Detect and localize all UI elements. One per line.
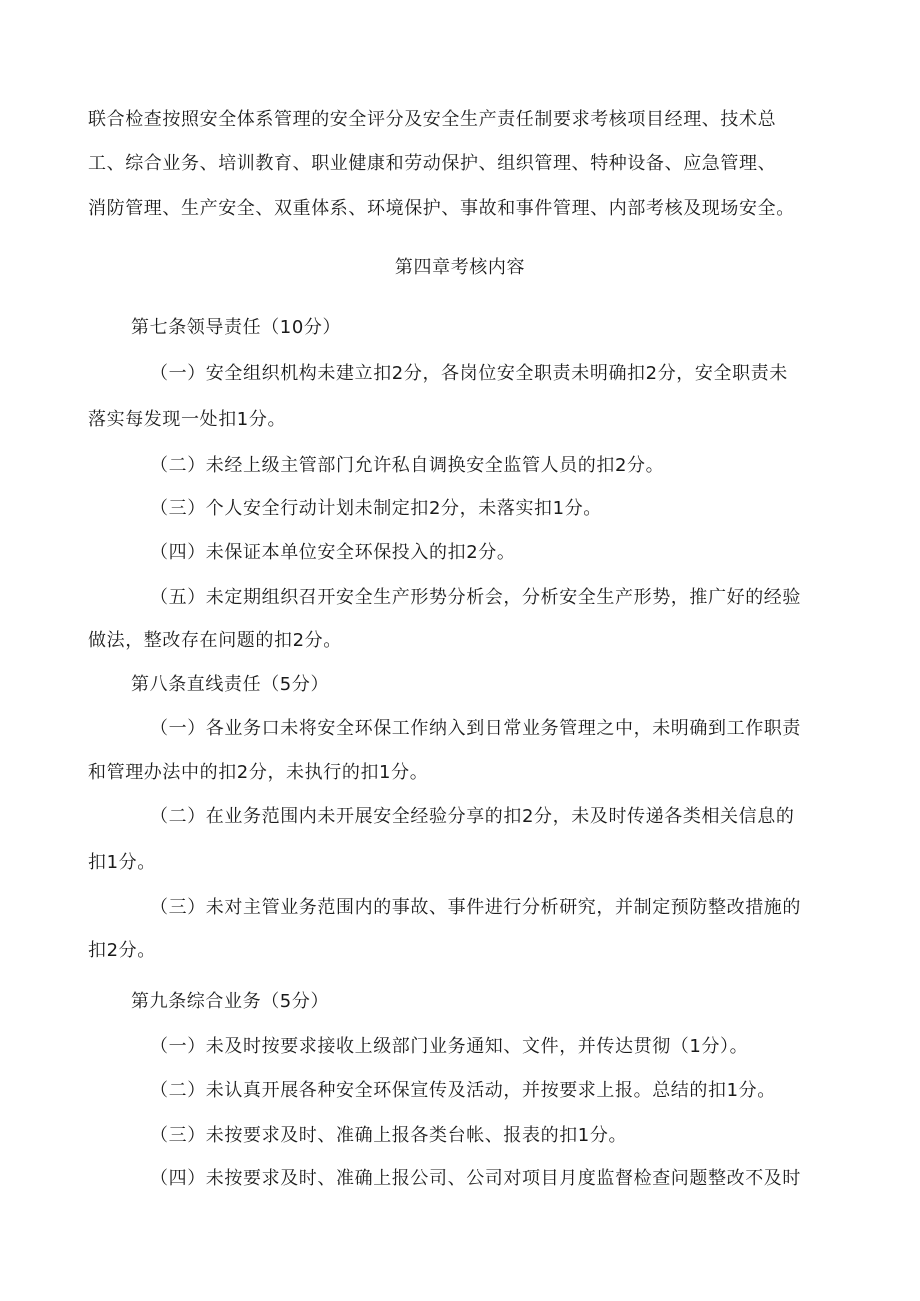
intro-line-2: 工、综合业务、培训教育、职业健康和劳动保护、组织管理、特种设备、应急管理、 <box>88 153 777 174</box>
article-8-item-3-line-1: （三）未对主管业务范围内的事故、事件进行分析研究，并制定预防整改措施的 <box>150 897 801 918</box>
article-8-item-1-line-1: （一）各业务口未将安全环保工作纳入到日常业务管理之中，未明确到工作职责 <box>150 718 801 739</box>
article-9-item-1: （一）未及时按要求接收上级部门业务通知、文件，并传达贯彻（1分）。 <box>150 1036 749 1057</box>
article-9-item-4-line-1: （四）未按要求及时、准确上报公司、公司对项目月度监督检查问题整改不及时 <box>150 1168 801 1189</box>
article-9-item-2: （二）未认真开展各种安全环保宣传及活动，并按要求上报。总结的扣1分。 <box>150 1080 776 1101</box>
article-8-title: 第八条直线责任（5分） <box>131 674 330 695</box>
chapter-title: 第四章考核内容 <box>394 257 526 278</box>
intro-line-3: 消防管理、生产安全、双重体系、环境保护、事故和事件管理、内部考核及现场安全。 <box>88 198 795 219</box>
article-9-item-3: （三）未按要求及时、准确上报各类台帐、报表的扣1分。 <box>150 1125 628 1146</box>
article-7-item-3: （三）个人安全行动计划未制定扣2分，未落实扣1分。 <box>150 498 602 519</box>
article-8-item-2-line-1: （二）在业务范围内未开展安全经验分享的扣2分，未及时传递各类相关信息的 <box>150 806 795 827</box>
article-7-item-2: （二）未经上级主管部门允许私自调换安全监管人员的扣2分。 <box>150 455 665 476</box>
article-7-title: 第七条领导责任（10分） <box>131 317 342 338</box>
article-8-item-3-line-2: 扣2分。 <box>88 940 156 961</box>
article-8-item-1-line-2: 和管理办法中的扣2分，未执行的扣1分。 <box>88 762 429 783</box>
article-7-item-1-line-1: （一）安全组织机构未建立扣2分，各岗位安全职责未明确扣2分，安全职责未 <box>150 363 788 384</box>
article-7-item-5-line-2: 做法，整改存在问题的扣2分。 <box>88 630 342 651</box>
intro-line-1: 联合检查按照安全体系管理的安全评分及安全生产责任制要求考核项目经理、技术总 <box>88 109 777 130</box>
article-7-item-4: （四）未保证本单位安全环保投入的扣2分。 <box>150 542 516 563</box>
article-8-item-2-line-2: 扣1分。 <box>88 852 156 873</box>
article-7-item-5-line-1: （五）未定期组织召开安全生产形势分析会，分析安全生产形势，推广好的经验 <box>150 587 801 608</box>
article-9-title: 第九条综合业务（5分） <box>131 991 330 1012</box>
article-7-item-1-line-2: 落实每发现一处扣1分。 <box>88 409 287 430</box>
